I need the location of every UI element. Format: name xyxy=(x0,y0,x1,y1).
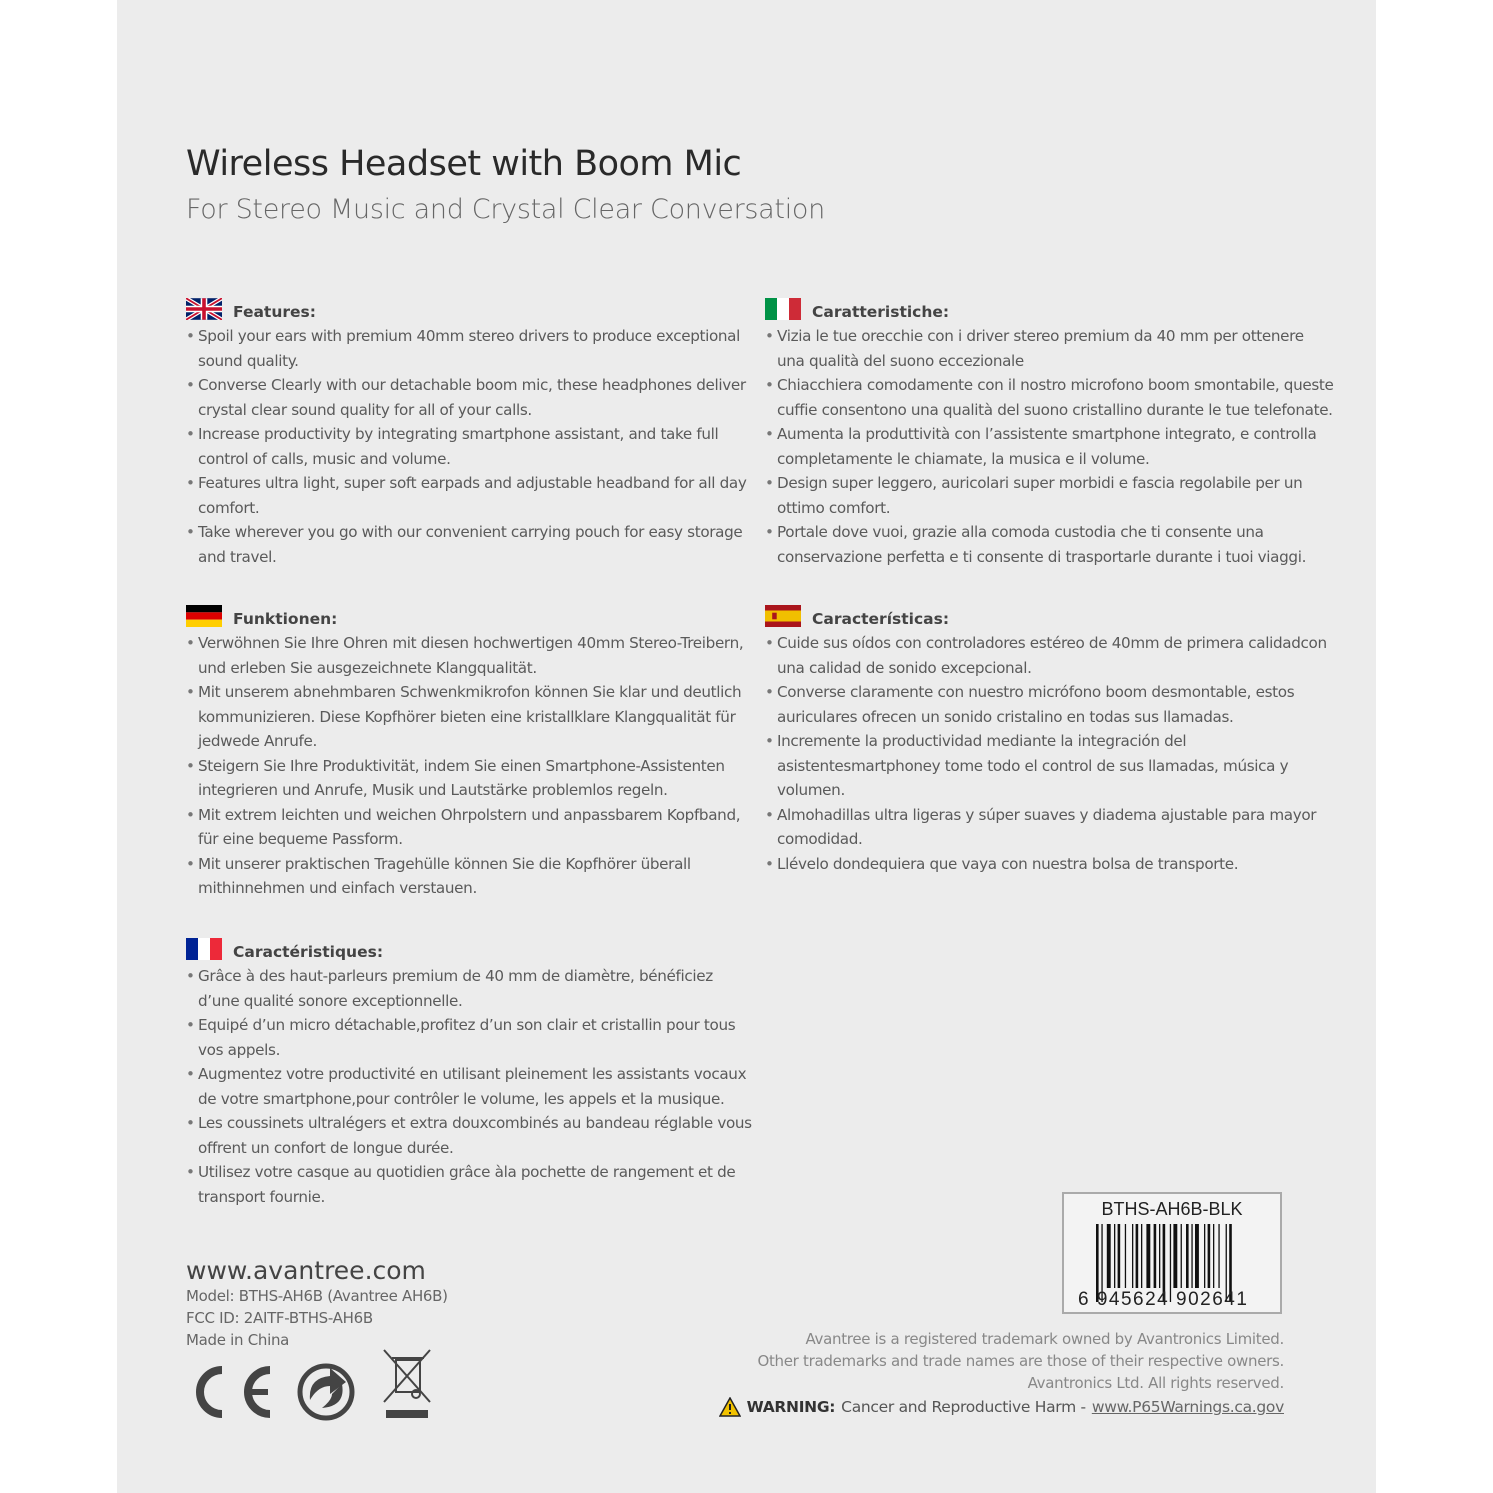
features-section-en xyxy=(186,296,756,569)
prop65-warning xyxy=(719,1397,1284,1417)
features-section-it xyxy=(765,296,1335,569)
feature-item: • Grâce à des haut-parleurs premium de 40 mm de diamètre, bénéficiez d’une qualité sonore exceptionnelle. xyxy=(186,964,756,1013)
trademark-line: Avantronics Ltd. All rights reserved. xyxy=(1027,1374,1284,1392)
germany-flag-icon xyxy=(186,605,222,627)
feature-item: • Llévelo dondequiera que vaya con nuestra bolsa de transporte. xyxy=(765,852,1335,877)
feature-item: • Features ultra light, super soft earpads and adjustable headband for all day comfort. xyxy=(186,471,756,520)
feature-list xyxy=(186,324,756,569)
feature-item: • Cuide sus oídos con controladores estéreo de 40mm de primera calidadcon una calidad de sonido excepcional. xyxy=(765,631,1335,680)
features-section-fr xyxy=(186,936,756,1209)
uk-flag-icon xyxy=(186,298,222,320)
feature-item: • Vizia le tue orecchie con i driver stereo premium da 40 mm per ottenere una qualità del suono eccezionale xyxy=(765,324,1335,373)
weee-bin-icon xyxy=(380,1346,440,1422)
feature-item: • Take wherever you go with our convenient carrying pouch for easy storage and travel. xyxy=(186,520,756,569)
website-text: www.avantree.com xyxy=(186,1256,426,1285)
feature-item: • Mit extrem leichten und weichen Ohrpolstern und anpassbarem Kopfband, für eine bequeme Passform. xyxy=(186,803,756,852)
feature-list xyxy=(765,631,1335,876)
spain-flag-icon xyxy=(765,605,801,627)
france-flag-icon xyxy=(186,938,222,960)
feature-item: • Mit unserem abnehmbaren Schwenkmikrofon können Sie klar und deutlich kommunizieren. Diese Kopfhörer bieten eine kristallklare Klangqualität für jedwede Anrufe. xyxy=(186,680,756,754)
feature-item: • Incremente la productividad mediante la integración del asistentesmartphoney tome todo el control de sus llamadas, música y volumen. xyxy=(765,729,1335,803)
model-text: Model: BTHS-AH6B (Avantree AH6B) xyxy=(186,1287,448,1305)
section-title: Features: xyxy=(233,303,316,321)
feature-item: • Portale dove vuoi, grazie alla comoda custodia che ti consente una conservazione perfetta e ti consente di trasportarle durante i tuoi viaggi. xyxy=(765,520,1335,569)
trademark-line: Avantree is a registered trademark owned by Avantronics Limited. xyxy=(805,1330,1284,1348)
certification-icons xyxy=(186,1346,440,1422)
section-title: Caratteristiche: xyxy=(812,303,950,321)
section-title: Caractéristiques: xyxy=(233,943,384,961)
warning-triangle-icon xyxy=(719,1397,741,1417)
p65-warnings-link[interactable]: www.P65Warnings.ca.gov xyxy=(1091,1398,1284,1416)
feature-item: • Chiacchiera comodamente con il nostro microfono boom smontabile, queste cuffie consentono una qualità del suono cristallino durante le tue telefonate. xyxy=(765,373,1335,422)
trademark-line: Other trademarks and trade names are those of their respective owners. xyxy=(757,1352,1284,1370)
green-dot-recycle-icon xyxy=(296,1360,376,1422)
feature-item: • Spoil your ears with premium 40mm stereo drivers to produce exceptional sound quality. xyxy=(186,324,756,373)
company-info xyxy=(186,1256,448,1351)
feature-item: • Steigern Sie Ihre Produktivität, indem Sie einen Smartphone-Assistenten integrieren und Anrufe, Musik und Lautstärke problemlos regeln. xyxy=(186,754,756,803)
features-section-es xyxy=(765,603,1335,876)
feature-list xyxy=(186,964,756,1209)
origin-text: Made in China xyxy=(186,1331,290,1349)
sku-text: BTHS-AH6B-BLK xyxy=(1101,1199,1243,1219)
feature-item: • Almohadillas ultra ligeras y súper suaves y diadema ajustable para mayor comodidad. xyxy=(765,803,1335,852)
section-title: Características: xyxy=(812,610,950,628)
barcode-label xyxy=(1062,1192,1282,1314)
ce-mark-icon xyxy=(186,1362,276,1422)
feature-item: • Augmentez votre productivité en utilisant pleinement les assistants vocaux de votre smartphone,pour contrôler le volume, les appels et la musique. xyxy=(186,1062,756,1111)
feature-item: • Converse claramente con nuestro micrófono boom desmontable, estos auriculares ofrecen un sonido cristalino en todas sus llamadas. xyxy=(765,680,1335,729)
product-title: Wireless Headset with Boom Mic xyxy=(186,144,742,184)
feature-list xyxy=(186,631,756,901)
trademark-notice xyxy=(757,1328,1284,1394)
section-title: Funktionen: xyxy=(233,610,338,628)
feature-item: • Equipé d’un micro détachable,profitez d’un son clair et cristallin pour tous vos appels. xyxy=(186,1013,756,1062)
feature-item: • Utilisez votre casque au quotidien grâce àla pochette de rangement et de transport fournie. xyxy=(186,1160,756,1209)
feature-list xyxy=(765,324,1335,569)
warning-label: WARNING: xyxy=(746,1398,836,1416)
product-subtitle: For Stereo Music and Crystal Clear Conversation xyxy=(186,194,825,225)
feature-item: • Increase productivity by integrating smartphone assistant, and take full control of calls, music and volume. xyxy=(186,422,756,471)
italy-flag-icon xyxy=(765,298,801,320)
features-section-de xyxy=(186,603,756,901)
feature-item: • Mit unserer praktischen Tragehülle können Sie die Kopfhörer überall mithinnehmen und einfach verstauen. xyxy=(186,852,756,901)
barcode-number: 6 945624 902641 xyxy=(1078,1289,1249,1310)
feature-item: • Aumenta la produttività con l’assistente smartphone integrato, e controlla completamente le chiamate, la musica e il volume. xyxy=(765,422,1335,471)
feature-item: • Les coussinets ultralégers et extra douxcombinés au bandeau réglable vous offrent un confort de longue durée. xyxy=(186,1111,756,1160)
warning-text: Cancer and Reproductive Harm - xyxy=(841,1398,1086,1416)
feature-item: • Converse Clearly with our detachable boom mic, these headphones deliver crystal clear sound quality for all of your calls. xyxy=(186,373,756,422)
feature-item: • Design super leggero, auricolari super morbidi e fascia regolabile per un ottimo comfort. xyxy=(765,471,1335,520)
feature-item: • Verwöhnen Sie Ihre Ohren mit diesen hochwertigen 40mm Stereo-Treibern, und erleben Sie ausgezeichnete Klangqualität. xyxy=(186,631,756,680)
fcc-id-text: FCC ID: 2AITF-BTHS-AH6B xyxy=(186,1309,373,1327)
